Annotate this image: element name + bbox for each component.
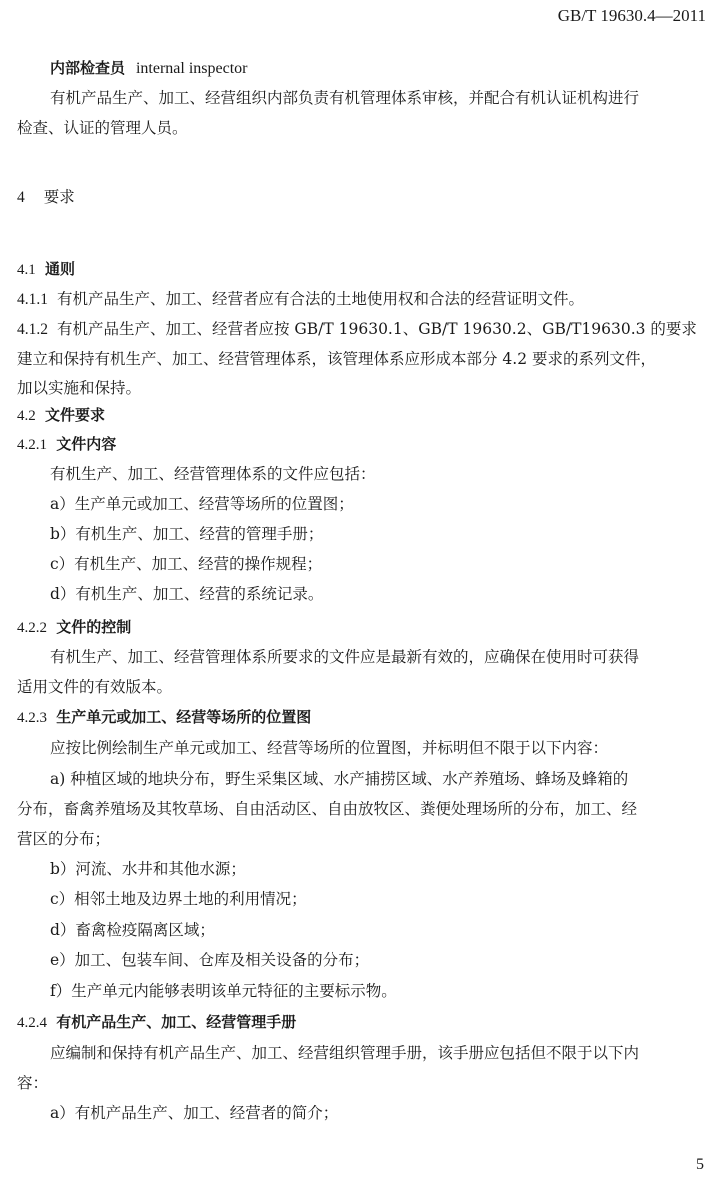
section-4-heading — [17, 187, 706, 208]
term-definition-line-1: 有机产品生产、加工、经营组织内部负责有机管理体系审核，并配合有机认证机构进行 — [50, 89, 640, 107]
list-item: a）生产单元或加工、经营等场所的位置图； — [50, 495, 354, 513]
clause-4-1-2-line-3: 加以实施和保持。 — [17, 379, 142, 397]
list-item-a-line-3: 营区的分布； — [17, 830, 111, 848]
clause-4-1-2-line-1 — [17, 319, 706, 340]
clause-4-1-1 — [17, 289, 706, 310]
term-definition-line-2: 检查、认证的管理人员。 — [17, 119, 188, 137]
section-4-2-heading — [17, 405, 706, 426]
standard-code-header: GB/T 19630.4—2011 — [557, 6, 706, 25]
list-item-a-line-2: 分布，畜禽养殖场及其牧草场、自由活动区、自由放牧区、粪便处理场所的分布，加工、经 — [17, 800, 638, 818]
section-4-2-2-line-1: 有机生产、加工、经营管理体系所要求的文件应是最新有效的，应确保在使用时可获得 — [50, 648, 640, 666]
list-item: e）加工、包装车间、仓库及相关设备的分布； — [50, 951, 370, 969]
section-number: 4.2.3 — [17, 710, 47, 726]
list-item-a-line-1: a) 种植区域的地块分布，野生采集区域、水产捕捞区域、水产养殖场、蜂场及蜂箱的 — [50, 770, 629, 788]
section-number: 4.2 — [17, 408, 36, 424]
section-4-2-4-line-1: 应编制和保持有机产品生产、加工、经营组织管理手册，该手册应包括但不限于以下内 — [50, 1044, 640, 1062]
section-4-1-heading — [17, 259, 706, 280]
section-4-2-2-line-2: 适用文件的有效版本。 — [17, 678, 173, 696]
section-title: 通则 — [44, 260, 75, 278]
section-number: 4.2.1 — [17, 437, 47, 453]
list-item: b）河流、水井和其他水源； — [50, 860, 246, 878]
section-title: 文件内容 — [56, 435, 117, 453]
list-item: a）有机产品生产、加工、经营者的简介； — [50, 1104, 339, 1122]
section-4-2-1-heading — [17, 434, 706, 455]
section-4-2-4-line-2: 容： — [17, 1074, 49, 1092]
term-heading — [50, 58, 706, 79]
list-item: b）有机生产、加工、经营的管理手册； — [50, 525, 324, 543]
clause-number: 4.1.1 — [17, 291, 48, 308]
section-4-2-2-heading — [17, 617, 706, 638]
section-number: 4.2.4 — [17, 1015, 47, 1031]
list-item: f）生产单元内能够表明该单元特征的主要标示物。 — [50, 982, 397, 1000]
section-title: 文件要求 — [44, 406, 105, 424]
section-number: 4.1 — [17, 262, 36, 278]
page-number: 5 — [696, 1156, 704, 1173]
section-4-2-4-heading — [17, 1012, 706, 1033]
section-title: 要求 — [43, 188, 75, 206]
section-4-2-3-heading — [17, 707, 706, 728]
clause-text: 有机产品生产、加工、经营者应按 GB/T 19630.1、GB/T 19630.2、GB/T19630.3 的要求 — [56, 320, 697, 338]
clause-4-1-2-line-2: 建立和保持有机生产、加工、经营管理体系，该管理体系应形成本部分 4.2 要求的系列文件， — [17, 350, 657, 368]
term-title-cn: 内部检查员 — [50, 59, 126, 77]
list-item: d）有机生产、加工、经营的系统记录。 — [50, 585, 324, 603]
list-item: c）有机生产、加工、经营的操作规程； — [50, 555, 323, 573]
section-number: 4 — [17, 189, 25, 206]
section-title: 文件的控制 — [56, 618, 132, 636]
list-item: c）相邻土地及边界土地的利用情况； — [50, 890, 307, 908]
section-4-2-1-intro: 有机生产、加工、经营管理体系的文件应包括： — [50, 465, 376, 483]
list-item: d）畜禽检疫隔离区域； — [50, 921, 215, 939]
clause-number: 4.1.2 — [17, 321, 48, 338]
section-4-2-3-intro: 应按比例绘制生产单元或加工、经营等场所的位置图，并标明但不限于以下内容： — [50, 739, 609, 757]
section-title: 生产单元或加工、经营等场所的位置图 — [56, 708, 312, 726]
clause-text: 有机产品生产、加工、经营者应有合法的土地使用权和合法的经营证明文件。 — [56, 290, 584, 308]
section-title: 有机产品生产、加工、经营管理手册 — [56, 1013, 297, 1031]
term-title-en: internal inspector — [135, 60, 248, 77]
section-number: 4.2.2 — [17, 620, 47, 636]
